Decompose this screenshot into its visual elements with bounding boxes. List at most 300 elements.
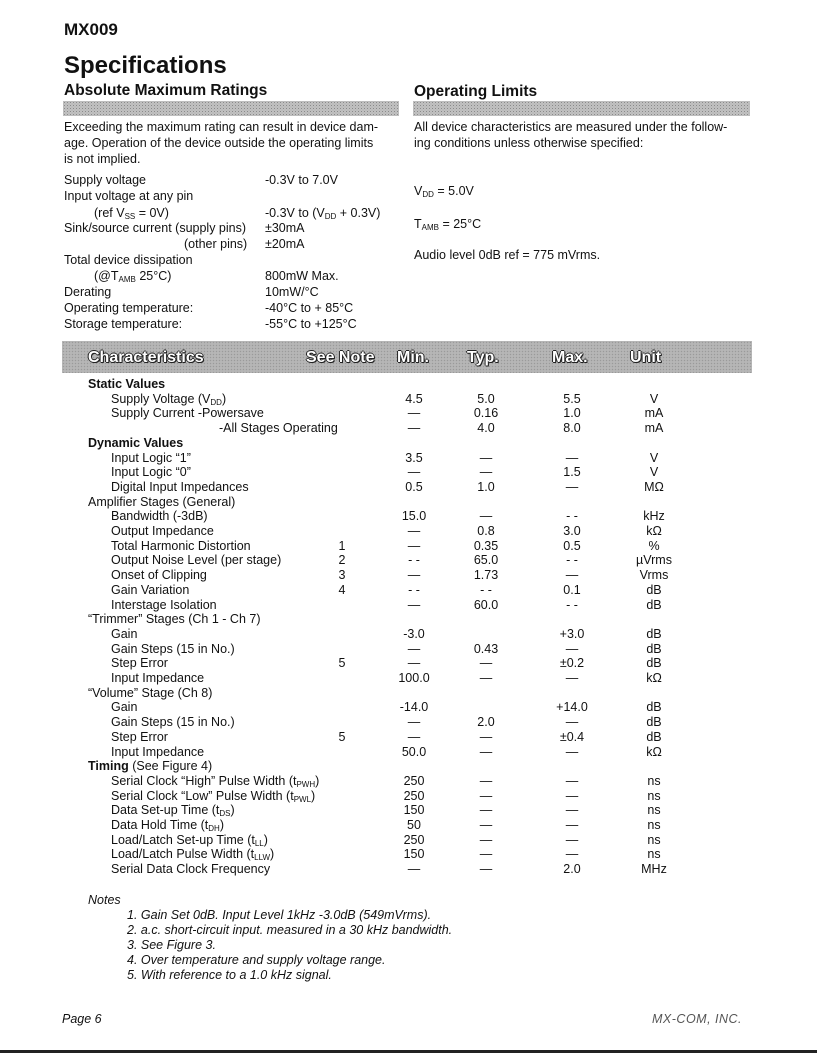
rating-label: [184, 237, 247, 252]
table-row: [0, 583, 817, 598]
row-label: [111, 642, 235, 657]
unit-cell: ns: [647, 803, 661, 818]
row-label-text: Step Error: [111, 656, 168, 671]
unit-cell: dB: [646, 597, 662, 612]
typ-cell: 0.16: [473, 406, 499, 421]
table-row: [0, 818, 817, 833]
table-row: [0, 436, 817, 451]
max-cell: —: [565, 773, 579, 788]
row-label: [219, 421, 338, 436]
rating-label: [64, 317, 182, 332]
row-label-text: Gain Steps (15 in No.): [111, 641, 235, 656]
table-row: [0, 656, 817, 671]
table-row: [0, 789, 817, 804]
row-label: [111, 480, 249, 495]
table-row: [0, 553, 817, 568]
typ-cell: 1.0: [477, 479, 495, 494]
max-cell: 5.5: [563, 391, 581, 406]
header-typ: Typ.: [467, 349, 499, 366]
rating-label-text: Supply voltage: [64, 173, 147, 187]
max-cell: —: [565, 479, 579, 494]
row-label: [111, 803, 235, 818]
typ-cell: 65.0: [473, 553, 499, 568]
row-label-text: Serial Clock “High” Pulse Width (t: [111, 773, 297, 788]
rating-label-text: (other pins): [184, 237, 248, 251]
typ-cell: —: [479, 509, 493, 524]
max-cell: 8.0: [563, 421, 581, 436]
rating-value-text: ±30mA: [265, 221, 305, 235]
note-cell: 1: [338, 538, 346, 553]
row-label: [88, 759, 212, 774]
typ-cell: —: [479, 744, 493, 759]
rating-value-text: -0.3V to (V: [265, 206, 325, 220]
typ-cell: 0.35: [473, 538, 499, 553]
table-row: [0, 480, 817, 495]
row-label-text: Supply Voltage (V: [111, 391, 211, 406]
min-cell: - -: [408, 553, 420, 568]
unit-cell: ns: [647, 847, 661, 862]
unit-cell: kΩ: [646, 524, 662, 538]
typ-cell: —: [479, 656, 493, 671]
rating-value: [265, 221, 305, 236]
unit-cell: V: [649, 450, 659, 465]
intro-line: age. Operation of the device outside the operating limits: [64, 136, 374, 150]
rating-label: [64, 221, 246, 236]
row-label-tail: ): [311, 788, 316, 803]
vdd-condition: $V_{DD} = 5.0V$: [414, 184, 474, 199]
row-label-sub: LL: [254, 838, 264, 848]
row-label: [111, 406, 264, 421]
max-cell: 1.0: [563, 406, 581, 421]
min-cell: 15.0: [401, 509, 427, 524]
page-number: Page 6: [62, 1012, 102, 1026]
rating-label-text: (ref V: [94, 206, 125, 220]
min-cell: —: [407, 862, 421, 877]
unit-cell: %: [648, 538, 660, 553]
row-label-text: Load/Latch Pulse Width (t: [111, 847, 255, 862]
unit-cell: mA: [644, 421, 664, 436]
row-label-text: Serial Data Clock Frequency: [111, 862, 271, 877]
unit-cell: V: [649, 465, 659, 480]
unit-cell: kHz: [643, 509, 665, 524]
notes-heading: Notes: [88, 893, 121, 907]
table-row: [0, 642, 817, 657]
header-see-note: See Note: [306, 349, 375, 366]
unit-cell: mA: [644, 406, 664, 421]
note-item: 2. a.c. short-circuit input. measured in a 30 kHz bandwidth.: [127, 923, 453, 937]
row-label: [88, 436, 183, 451]
row-label-text: Step Error: [111, 729, 168, 744]
row-label: [88, 495, 235, 510]
row-label-sub: PWL: [293, 794, 312, 804]
unit-cell: ns: [647, 818, 661, 832]
row-label-tail: ): [230, 803, 235, 818]
table-row: [0, 715, 817, 730]
intro-line: Exceeding the maximum rating can result in device dam-: [64, 120, 379, 134]
unit-cell: kΩ: [646, 744, 662, 759]
rating-value-text: -0.3V to 7.0V: [265, 173, 338, 187]
typ-cell: —: [479, 729, 493, 744]
table-row: [0, 377, 817, 392]
row-label: [111, 745, 204, 760]
typ-cell: 1.73: [473, 568, 499, 583]
table-row: [0, 833, 817, 848]
max-cell: —: [565, 641, 579, 656]
max-cell: +14.0: [556, 700, 588, 715]
min-cell: 100.0: [398, 671, 430, 685]
min-cell: 0.5: [405, 479, 423, 494]
min-cell: —: [407, 465, 421, 480]
typ-cell: —: [479, 803, 493, 818]
min-cell: 250: [403, 832, 425, 847]
rating-value: [265, 206, 380, 221]
table-row: [0, 745, 817, 760]
max-cell: 3.0: [563, 524, 581, 538]
bottom-rule: [0, 1050, 817, 1053]
unit-cell: dB: [646, 582, 662, 597]
row-label-sub: PWH: [296, 779, 316, 789]
unit-cell: dB: [646, 715, 662, 730]
row-label-text: Gain Variation: [111, 582, 190, 597]
rating-label: [94, 269, 171, 284]
note-item: 5. With reference to a 1.0 kHz signal.: [127, 968, 332, 982]
table-row: [0, 421, 817, 436]
row-label-tail: ): [270, 847, 275, 862]
max-cell: —: [565, 568, 579, 583]
typ-cell: —: [479, 818, 493, 832]
absolute-ratings-title: Absolute Maximum Ratings: [64, 82, 268, 99]
row-label: [88, 686, 212, 701]
table-row: [0, 392, 817, 407]
min-cell: —: [407, 597, 421, 612]
row-label-text: Gain: [111, 700, 138, 715]
max-cell: 2.0: [563, 862, 581, 877]
row-label-text: “Volume” Stage (Ch 8): [88, 685, 213, 700]
min-cell: 150: [403, 847, 425, 862]
row-label: [111, 568, 207, 583]
row-label: [111, 715, 235, 730]
typ-cell: —: [479, 671, 493, 685]
rating-label-text: Sink/source current (supply pins): [64, 221, 247, 235]
unit-cell: Vrms: [639, 568, 669, 583]
row-label: [111, 789, 315, 804]
table-row: [0, 539, 817, 554]
row-label-text: Serial Clock “Low” Pulse Width (t: [111, 788, 294, 803]
max-cell: —: [565, 832, 579, 847]
row-label-text: -All Stages Operating: [219, 421, 338, 436]
table-row: [0, 524, 817, 539]
unit-cell: dB: [646, 641, 662, 656]
row-label: [88, 377, 165, 392]
row-label-text: Load/Latch Set-up Time (t: [111, 832, 255, 847]
rating-value-text: ±20mA: [265, 237, 305, 251]
typ-cell: 0.8: [477, 524, 495, 538]
row-label-text: Onset of Clipping: [111, 568, 207, 583]
header-characteristics: Characteristics: [88, 349, 204, 366]
row-label-text: Bandwidth (-3dB): [111, 509, 208, 524]
note-item: 1. Gain Set 0dB. Input Level 1kHz -3.0dB (549mVrms).: [127, 908, 432, 922]
row-label: [111, 583, 189, 598]
unit-cell: MΩ: [644, 479, 664, 494]
min-cell: —: [407, 538, 421, 553]
row-label-text: Input Impedance: [111, 744, 205, 759]
table-row: [0, 568, 817, 583]
table-row: [0, 730, 817, 745]
table-row: [0, 862, 817, 877]
company-name: MX-COM, INC.: [652, 1012, 743, 1026]
min-cell: —: [407, 641, 421, 656]
unit-cell: V: [649, 391, 659, 406]
row-label-text: Input Impedance: [111, 671, 205, 685]
row-label-tail: ): [263, 832, 268, 847]
min-cell: 250: [403, 788, 425, 803]
min-cell: 4.5: [405, 391, 423, 406]
table-row: [0, 671, 817, 686]
rating-label: [94, 206, 169, 221]
unit-cell: dB: [646, 700, 662, 715]
rating-label-text: Derating: [64, 285, 112, 299]
min-cell: -14.0: [399, 700, 429, 715]
row-label-text: Digital Input Impedances: [111, 479, 249, 494]
min-cell: -3.0: [403, 626, 425, 641]
max-cell: 0.1: [563, 582, 581, 597]
rating-label-text: Storage temperature:: [64, 317, 183, 331]
operating-limits-title: Operating Limits: [414, 83, 538, 100]
unit-cell: ns: [647, 788, 661, 803]
part-number: MX009: [64, 20, 118, 39]
unit-cell: MHz: [641, 862, 667, 877]
row-label-tail: ): [219, 818, 224, 832]
rating-value-tail: + 0.3V): [336, 206, 381, 220]
table-row: [0, 598, 817, 613]
max-cell: - -: [566, 553, 578, 568]
row-label-sub: DH: [208, 824, 220, 833]
max-cell: —: [565, 847, 579, 862]
unit-cell: ns: [647, 773, 661, 788]
table-row: [0, 465, 817, 480]
row-label: [111, 539, 251, 554]
note-cell: 5: [338, 729, 346, 744]
header-min: Min.: [397, 349, 429, 366]
min-cell: 3.5: [405, 450, 423, 465]
row-label: [111, 524, 214, 539]
row-label-sub: DS: [219, 809, 231, 819]
row-label-tail: ): [315, 773, 320, 788]
row-label: [111, 627, 137, 642]
max-cell: —: [565, 788, 579, 803]
table-row: [0, 686, 817, 701]
typ-cell: —: [479, 450, 493, 465]
rating-value-text: -55°C to +125°C: [265, 317, 357, 331]
absolute-ratings-intro: [64, 119, 404, 167]
typ-cell: 2.0: [477, 715, 495, 730]
rating-value: [265, 285, 319, 300]
max-cell: —: [565, 450, 579, 465]
header-unit: Unit: [630, 349, 662, 366]
max-cell: 0.5: [563, 538, 581, 553]
rating-value-sub: DD: [324, 212, 337, 221]
row-label-text: Gain Steps (15 in No.): [111, 715, 235, 730]
typ-cell: —: [479, 847, 493, 862]
rating-label-tail: 25°C): [135, 269, 172, 283]
table-row: [0, 509, 817, 524]
min-cell: —: [407, 656, 421, 671]
row-label: [111, 392, 226, 407]
rating-label: [64, 285, 111, 300]
min-cell: —: [407, 729, 421, 744]
rating-value: [265, 301, 353, 316]
row-label-text: Timing: [88, 759, 129, 774]
table-row: [0, 406, 817, 421]
rating-label-text: Operating temperature:: [64, 301, 194, 315]
typ-cell: - -: [480, 582, 492, 597]
row-label-tail: (See Figure 4): [128, 759, 213, 774]
min-cell: —: [407, 406, 421, 421]
row-label: [111, 656, 168, 671]
min-cell: —: [407, 524, 421, 538]
table-row: [0, 759, 817, 774]
min-cell: - -: [408, 582, 420, 597]
table-row: [0, 847, 817, 862]
rating-value-text: 10mW/°C: [265, 285, 319, 299]
row-label-text: Supply Current -Powersave: [111, 406, 264, 421]
typ-cell: —: [479, 465, 493, 480]
row-label: [111, 730, 168, 745]
max-cell: - -: [566, 509, 578, 524]
row-label: [111, 700, 137, 715]
row-label: [111, 553, 281, 568]
row-label-text: Output Noise Level (per stage): [111, 553, 282, 568]
rating-value: [265, 173, 338, 188]
min-cell: 150: [403, 803, 425, 818]
row-label: [111, 862, 270, 877]
page-title: Specifications: [64, 52, 227, 79]
rating-value: [265, 317, 357, 332]
table-row: [0, 612, 817, 627]
typ-cell: —: [479, 862, 493, 877]
row-label-text: Data Set-up Time (t: [111, 803, 220, 818]
rating-label-text: (@T: [94, 269, 119, 283]
table-row: [0, 451, 817, 466]
row-label: [111, 465, 191, 480]
row-label: [111, 847, 274, 862]
note-cell: 3: [338, 568, 346, 583]
row-label: [111, 451, 191, 466]
row-label: [111, 671, 204, 686]
note-item: 4. Over temperature and supply voltage range.: [127, 953, 386, 967]
unit-cell: dB: [646, 729, 662, 744]
typ-cell: 4.0: [477, 421, 495, 436]
unit-cell: dB: [646, 656, 662, 671]
typ-cell: —: [479, 788, 493, 803]
row-label-text: Gain: [111, 626, 138, 641]
operating-limits-bar: [413, 101, 750, 116]
rating-label: [64, 301, 193, 316]
rating-label-sub: SS: [124, 212, 136, 221]
row-label-text: Input Logic “0”: [111, 465, 191, 480]
row-label: [111, 774, 319, 789]
max-cell: ±0.2: [559, 656, 585, 671]
rating-label: [64, 173, 146, 188]
max-cell: - -: [566, 597, 578, 612]
row-label-sub: DD: [210, 397, 222, 407]
rating-value: [265, 237, 305, 252]
rating-label-text: Input voltage at any pin: [64, 189, 194, 203]
max-cell: —: [565, 715, 579, 730]
min-cell: —: [407, 715, 421, 730]
typ-cell: —: [479, 832, 493, 847]
tamb-condition: $T_{AMB} = 25^\circ C$: [414, 217, 482, 232]
typ-cell: 60.0: [473, 597, 499, 612]
operating-limits-intro: [414, 119, 759, 151]
row-label-text: “Trimmer” Stages (Ch 1 - Ch 7): [88, 612, 261, 627]
row-label-text: Amplifier Stages (General): [88, 494, 236, 509]
max-cell: —: [565, 818, 579, 832]
intro-line: is not implied.: [64, 152, 141, 166]
rating-value: [265, 269, 339, 284]
max-cell: ±0.4: [559, 729, 585, 744]
note-cell: 4: [338, 582, 346, 597]
intro-line: All device characteristics are measured under the follow-: [414, 120, 728, 134]
note-cell: 2: [338, 553, 346, 568]
row-label-text: Data Hold Time (t: [111, 818, 209, 832]
row-label: [88, 612, 260, 627]
table-row: [0, 627, 817, 642]
max-cell: —: [565, 803, 579, 818]
unit-cell: kΩ: [646, 671, 662, 685]
row-label-text: Input Logic “1”: [111, 450, 191, 465]
note-cell: 5: [338, 656, 346, 671]
table-row: [0, 495, 817, 510]
max-cell: +3.0: [559, 626, 585, 641]
row-label-sub: LLW: [254, 853, 270, 863]
unit-cell: µVrms: [636, 553, 672, 568]
row-label-text: Interstage Isolation: [111, 597, 217, 612]
max-cell: 1.5: [563, 465, 581, 480]
max-cell: —: [565, 671, 579, 685]
unit-cell: ns: [647, 832, 661, 847]
audio-level-condition: Audio level 0dB ref = 775 mVrms.: [414, 248, 601, 262]
header-max: Max.: [552, 349, 588, 366]
row-label-text: Dynamic Values: [88, 435, 184, 450]
row-label-tail: ): [221, 391, 227, 406]
intro-line: ing conditions unless otherwise specified:: [414, 136, 644, 150]
min-cell: —: [407, 568, 421, 583]
rating-label-tail: = 0V): [135, 206, 169, 220]
rating-value-text: 800mW Max.: [265, 269, 339, 283]
rating-label-sub: AMB: [118, 275, 136, 284]
min-cell: 250: [403, 773, 425, 788]
table-row: [0, 700, 817, 715]
rating-label: [64, 189, 193, 204]
unit-cell: dB: [646, 626, 662, 641]
row-label: [111, 818, 224, 833]
rating-value-text: -40°C to + 85°C: [265, 301, 354, 315]
table-row: [0, 803, 817, 818]
rating-label-text: Total device dissipation: [64, 253, 193, 267]
absolute-ratings-bar: [63, 101, 399, 116]
table-row: [0, 774, 817, 789]
row-label-text: Total Harmonic Distortion: [111, 538, 251, 553]
min-cell: 50: [407, 818, 421, 832]
typ-cell: 5.0: [477, 391, 495, 406]
row-label: [111, 598, 217, 613]
row-label: [111, 509, 208, 524]
row-label: [111, 833, 268, 848]
typ-cell: 0.43: [473, 641, 499, 656]
min-cell: —: [407, 421, 421, 436]
row-label-text: Static Values: [88, 377, 166, 391]
